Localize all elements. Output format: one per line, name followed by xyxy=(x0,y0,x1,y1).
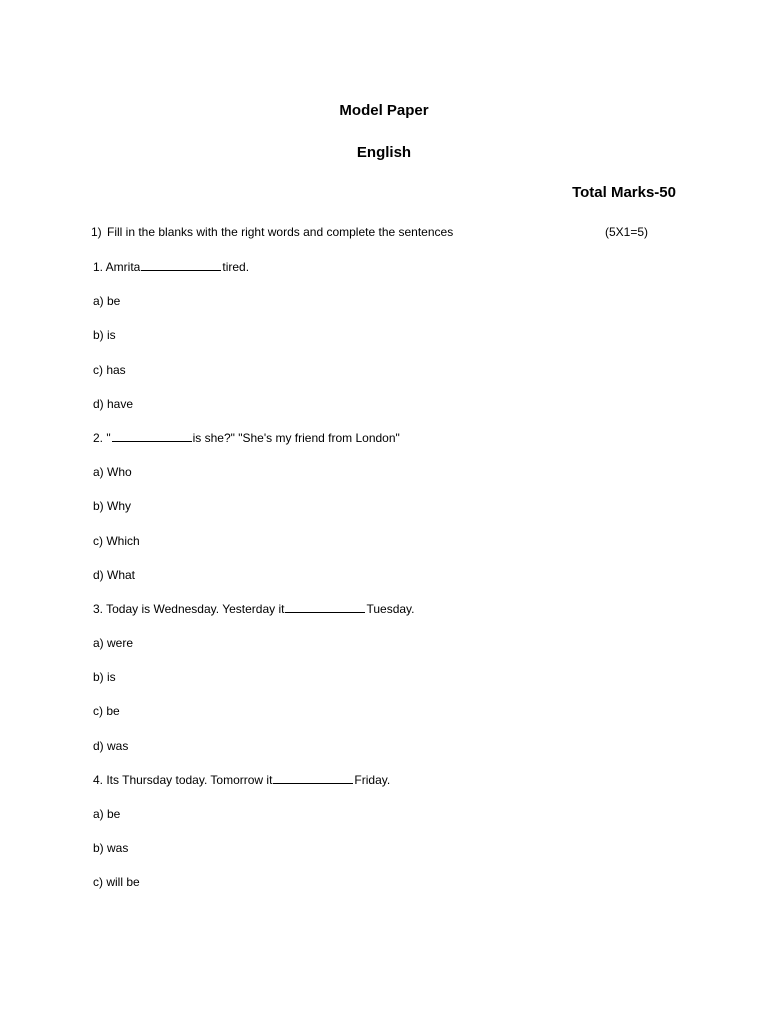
answer-blank xyxy=(273,772,353,784)
question-text-before: 2. " xyxy=(93,430,111,445)
instruction-text: Fill in the blanks with the right words and complete the sentences xyxy=(107,225,454,239)
answer-option: b) Why xyxy=(93,499,132,514)
answer-option: c) Which xyxy=(93,533,140,548)
question-text-before: 4. Its Thursday today. Tomorrow it xyxy=(93,772,273,787)
question-text-after: Tuesday. xyxy=(366,601,415,616)
question-list xyxy=(93,259,415,909)
answer-option: d) was xyxy=(93,738,129,753)
answer-option: a) were xyxy=(93,636,134,651)
answer-option: a) be xyxy=(93,807,121,821)
question-text-after: is she?" "She's my friend from London" xyxy=(192,430,400,445)
question-text-after: tired. xyxy=(222,260,250,274)
question-text-before: 3. Today is Wednesday. Yesterday it xyxy=(93,601,285,616)
answer-option: d) have xyxy=(93,396,134,411)
section-number: 1) xyxy=(91,225,102,239)
question-stem xyxy=(93,259,415,293)
answer-option: c) will be xyxy=(93,875,140,890)
question-stem xyxy=(93,772,415,806)
answer-blank xyxy=(285,601,365,613)
answer-option: a) Who xyxy=(93,465,132,480)
question-stem xyxy=(93,601,415,635)
marks-scheme: (5X1=5) xyxy=(605,225,649,239)
answer-option: a) be xyxy=(93,294,121,309)
answer-option: c) be xyxy=(93,704,120,719)
question-stem xyxy=(93,430,415,464)
question-text-before: 1. Amrita xyxy=(93,260,141,274)
answer-option: b) was xyxy=(93,841,129,856)
question-text-after: Friday. xyxy=(354,772,391,787)
answer-blank xyxy=(112,430,192,442)
section-instruction xyxy=(91,225,651,239)
answer-blank xyxy=(141,259,221,271)
answer-option: b) is xyxy=(93,328,116,343)
answer-option: d) What xyxy=(93,567,136,582)
answer-option: c) has xyxy=(93,362,126,377)
page-title: Model Paper xyxy=(339,102,429,119)
total-marks: Total Marks-50 xyxy=(572,184,676,201)
subject-title: English xyxy=(356,144,412,161)
answer-option: b) is xyxy=(93,670,116,685)
